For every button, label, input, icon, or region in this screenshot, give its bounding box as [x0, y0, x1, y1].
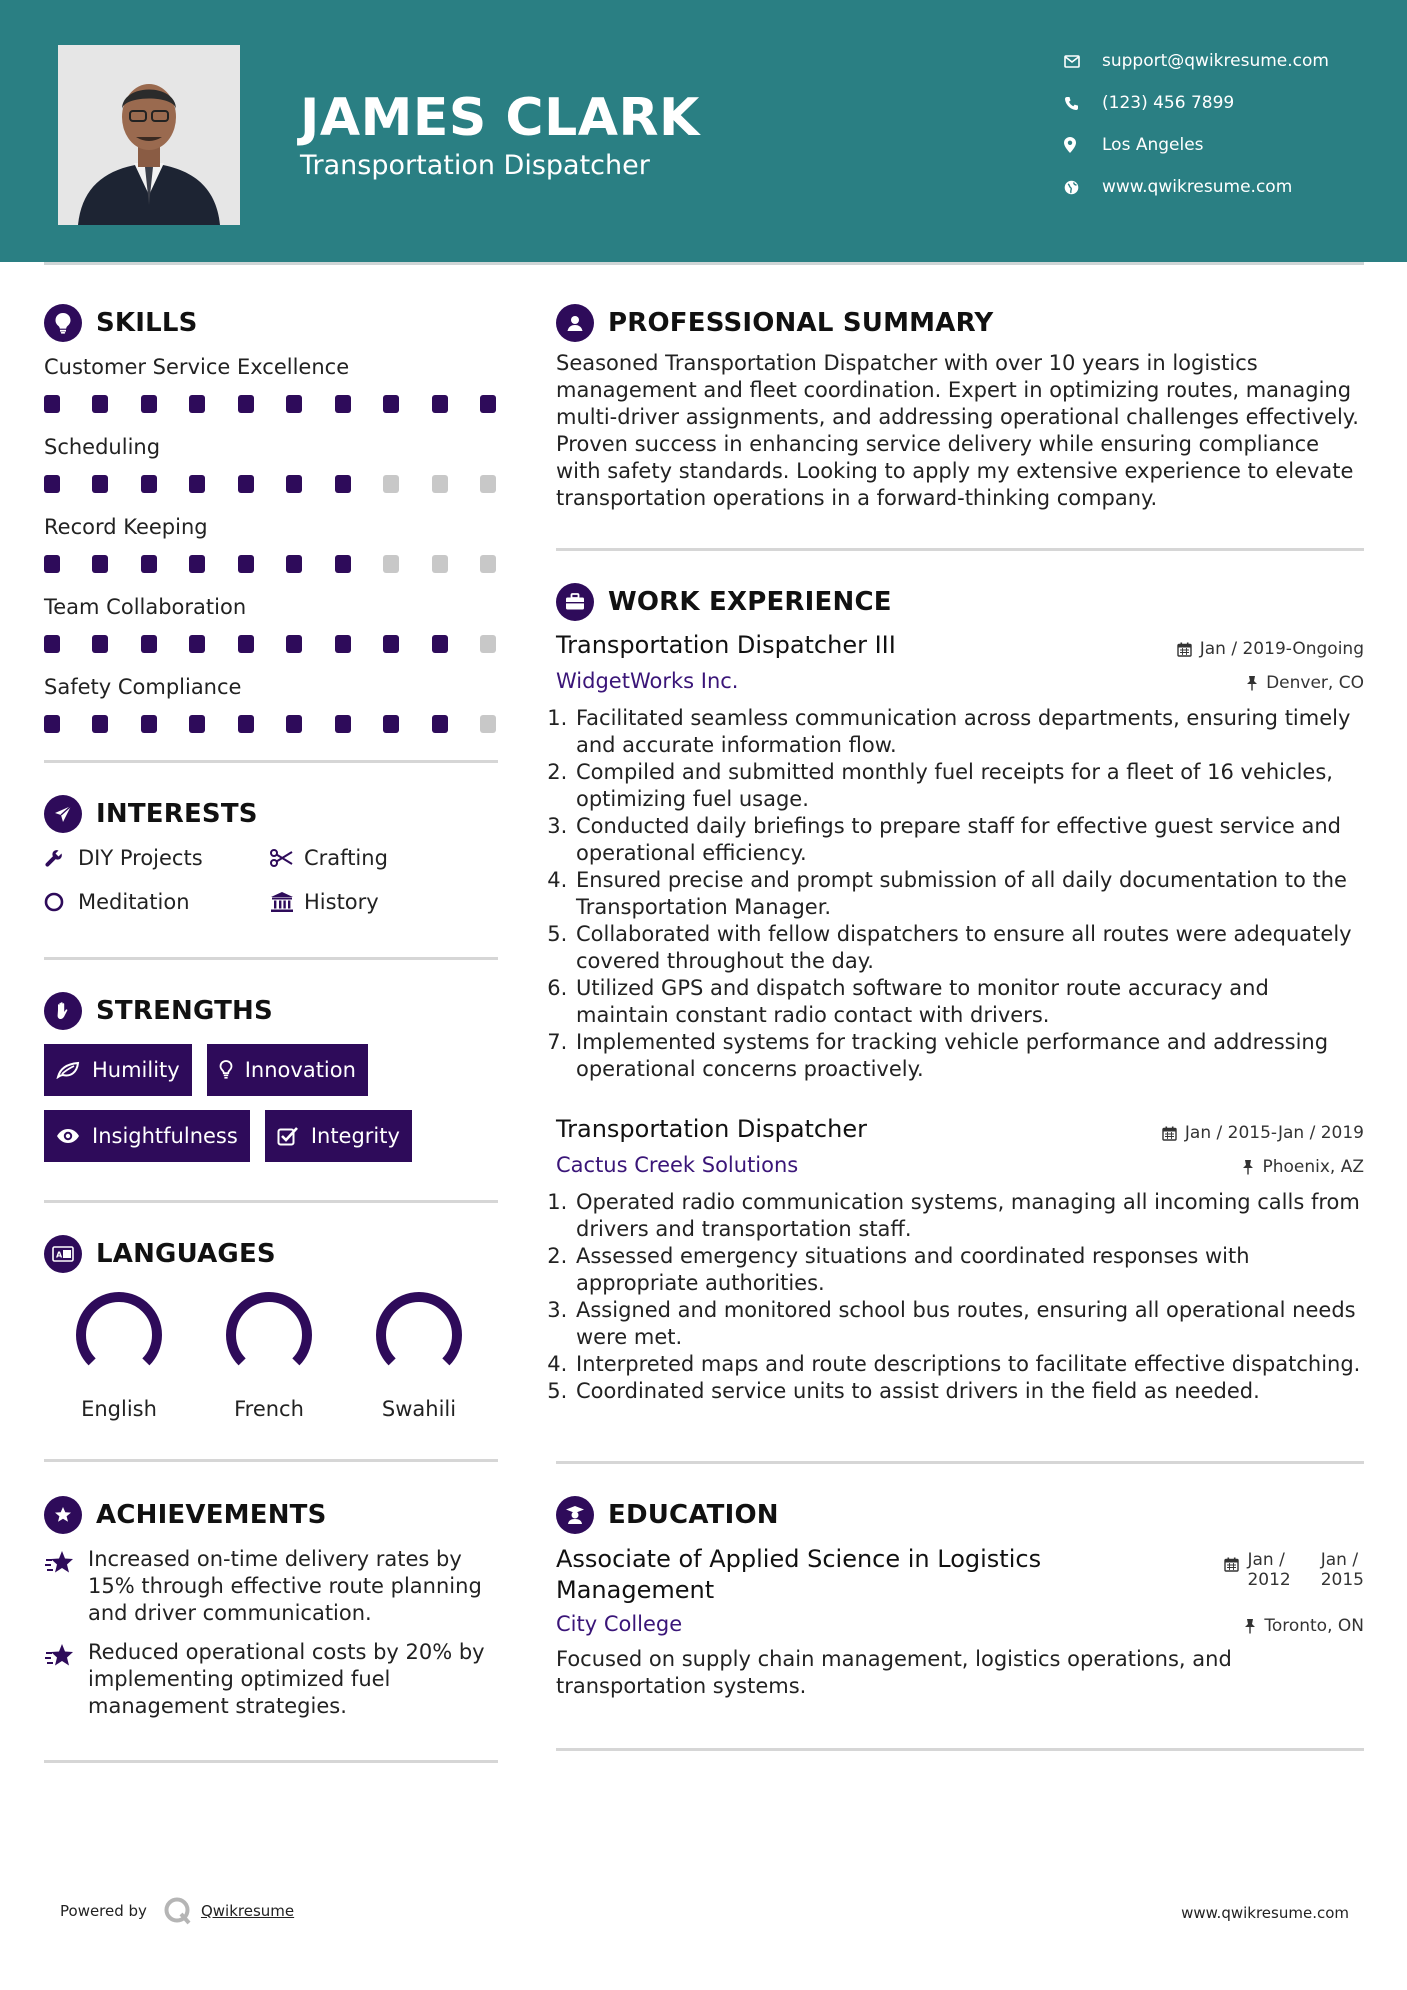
rating-dot-filled: [383, 395, 399, 413]
rating-dot-filled: [92, 395, 108, 413]
rating-dot-filled: [44, 555, 60, 573]
rating-dot-filled: [383, 635, 399, 653]
interests-title: INTERESTS: [96, 799, 258, 829]
rating-dot-empty: [383, 475, 399, 493]
pushpin-icon: [1246, 675, 1258, 691]
language-item: [344, 1289, 494, 1421]
pushpin-icon: [1244, 1618, 1256, 1634]
strengths-header: [44, 988, 498, 1034]
rating-dot-filled: [44, 395, 60, 413]
languages-section: [44, 1231, 498, 1421]
duty-item: 4. Ensured precise and prompt submission of all daily documentation to the Transportation Manager.: [574, 867, 1364, 921]
strength-label: Integrity: [310, 1124, 400, 1148]
education-start-year: 2012: [1247, 1570, 1291, 1590]
rating-dot-empty: [432, 475, 448, 493]
star-icon: [44, 1639, 88, 1720]
job-title-row: [556, 1115, 1364, 1143]
graduate-icon: [556, 1496, 594, 1534]
job-dates: [1162, 1123, 1364, 1143]
duty-item: 2. Compiled and submitted monthly fuel receipts for a fleet of 16 vehicles, optimizing fuel usage.: [574, 759, 1364, 813]
strengths-list: [44, 1044, 498, 1162]
rating-dot-filled: [189, 555, 205, 573]
rating-dot-empty: [480, 635, 496, 653]
summary-header: [556, 300, 1364, 346]
strength-label: Humility: [92, 1058, 180, 1082]
skills-list: [44, 352, 498, 746]
achievement-text: Reduced operational costs by 20% by implementing optimized fuel management strategies.: [88, 1640, 485, 1718]
skill-rating: [44, 622, 498, 666]
rating-dot-filled: [44, 635, 60, 653]
experience-section: [556, 579, 1364, 1405]
language-item: [44, 1289, 194, 1421]
hand-icon: [44, 992, 82, 1030]
interest-label: History: [304, 890, 379, 914]
interest-label: DIY Projects: [78, 846, 203, 870]
language-item: [194, 1289, 344, 1421]
skill-name: Customer Service Excellence: [44, 355, 350, 379]
contact-phone-text: (123) 456 7899: [1102, 93, 1235, 113]
skill-name: Record Keeping: [44, 515, 208, 539]
company-name: Cactus Creek Solutions: [556, 1153, 799, 1177]
contact-location-text: Los Angeles: [1102, 135, 1204, 155]
rating-dot-filled: [432, 635, 448, 653]
education-title: EDUCATION: [608, 1500, 779, 1530]
rating-dot-filled: [141, 635, 157, 653]
rating-dot-filled: [189, 475, 205, 493]
rating-dot-filled: [189, 715, 205, 733]
contact-website-text: www.qwikresume.com: [1102, 177, 1293, 197]
education-start: [1247, 1550, 1290, 1590]
job-location: [1246, 673, 1364, 693]
section-divider: [44, 957, 498, 960]
education-end: [1321, 1550, 1364, 1590]
rating-dot-filled: [189, 395, 205, 413]
rating-dot-filled: [432, 395, 448, 413]
job-entry: [556, 1115, 1364, 1405]
rating-dot-filled: [92, 555, 108, 573]
rating-dot-filled: [141, 395, 157, 413]
language-label: French: [234, 1397, 304, 1421]
section-divider: [44, 1459, 498, 1462]
location-pin-icon: [1064, 137, 1102, 153]
profile-photo: [58, 45, 240, 225]
education-end-month: Jan /: [1320, 1550, 1359, 1570]
section-divider: [556, 1748, 1364, 1751]
lightbulb-icon: [44, 304, 82, 342]
rating-dot-filled: [335, 395, 351, 413]
pushpin-icon: [1242, 1159, 1254, 1175]
rating-dot-filled: [238, 715, 254, 733]
strength-tag: [44, 1044, 192, 1096]
education-degree-row: [556, 1544, 1364, 1606]
summary-title: PROFESSIONAL SUMMARY: [608, 308, 994, 338]
rating-dot-filled: [238, 475, 254, 493]
duty-item: 3. Assigned and monitored school bus routes, ensuring all operational needs were met.: [574, 1297, 1364, 1351]
qwikresume-logo-icon: [163, 1896, 193, 1926]
rating-dot-filled: [286, 395, 302, 413]
rating-dot-filled: [335, 715, 351, 733]
education-dates: [1224, 1550, 1364, 1590]
rating-dot-filled: [44, 475, 60, 493]
footer-powered-by: [60, 1896, 294, 1926]
skill-name: Team Collaboration: [44, 595, 247, 619]
rating-dot-filled: [238, 635, 254, 653]
rating-dot-filled: [335, 475, 351, 493]
achievements-header: [44, 1492, 498, 1538]
right-column: [556, 300, 1364, 1751]
header-divider: [44, 262, 1364, 265]
skill-item: [44, 592, 498, 666]
envelope-icon: [1064, 55, 1102, 68]
rating-dot-filled: [286, 635, 302, 653]
rating-dot-filled: [189, 635, 205, 653]
rating-dot-filled: [238, 555, 254, 573]
duty-item: 2. Assessed emergency situations and coordinated responses with appropriate authorities.: [574, 1243, 1364, 1297]
strength-label: Insightfulness: [92, 1124, 238, 1148]
strength-tag: [44, 1110, 250, 1162]
eye-icon: [56, 1128, 80, 1144]
interests-section: [44, 791, 498, 917]
rating-dot-filled: [92, 715, 108, 733]
language-level-ring: [373, 1289, 465, 1381]
experience-header: [556, 579, 1364, 625]
rating-dot-filled: [480, 395, 496, 413]
achievement-text: Increased on-time delivery rates by 15% through effective route planning and driver communication.: [88, 1547, 482, 1625]
star-badge-icon: [44, 1496, 82, 1534]
language-level-arc: [81, 1297, 157, 1362]
language-level-arc: [231, 1297, 307, 1362]
star-icon: [44, 1546, 88, 1627]
strength-tag: [265, 1110, 412, 1162]
phone-icon: [1064, 96, 1102, 111]
powered-by-text: Powered by: [60, 1902, 147, 1920]
section-divider: [44, 760, 498, 763]
skill-item: [44, 512, 498, 586]
section-divider: [556, 1461, 1364, 1464]
rating-dot-filled: [335, 555, 351, 573]
job-location: [1242, 1157, 1364, 1177]
skill-rating: [44, 542, 498, 586]
rating-dot-empty: [480, 715, 496, 733]
rating-dot-empty: [480, 475, 496, 493]
rating-dot-filled: [238, 395, 254, 413]
skill-item: [44, 432, 498, 506]
company-name: WidgetWorks Inc.: [556, 669, 739, 693]
job-location-text: Denver, CO: [1266, 673, 1364, 693]
rating-dot-empty: [480, 555, 496, 573]
skills-header: [44, 300, 498, 346]
rating-dot-filled: [92, 475, 108, 493]
achievements-section: [44, 1492, 498, 1720]
skill-rating: [44, 382, 498, 426]
languages-title: LANGUAGES: [96, 1239, 276, 1269]
rating-dot-empty: [383, 555, 399, 573]
rating-dot-empty: [432, 555, 448, 573]
education-location-text: Toronto, ON: [1264, 1616, 1364, 1636]
interest-item: [270, 843, 496, 873]
globe-icon: [1064, 180, 1102, 195]
rating-dot-filled: [335, 635, 351, 653]
candidate-title: Transportation Dispatcher: [300, 150, 650, 181]
interest-item: [44, 887, 270, 917]
job-title-row: [556, 631, 1364, 659]
section-divider: [44, 1200, 498, 1203]
education-header: [556, 1492, 1364, 1538]
section-divider: [44, 1760, 498, 1763]
svg-text:A: A: [56, 1250, 63, 1260]
interest-label: Crafting: [304, 846, 388, 870]
rating-dot-filled: [141, 475, 157, 493]
job-company-row: [556, 669, 1364, 693]
education-section: [556, 1492, 1364, 1700]
rating-dot-filled: [286, 555, 302, 573]
language-level-ring: [73, 1289, 165, 1381]
duty-item: 1. Operated radio communication systems, managing all incoming calls from drivers and transportation staff.: [574, 1189, 1364, 1243]
paper-plane-icon: [44, 795, 82, 833]
skill-name: Scheduling: [44, 435, 161, 459]
achievement-item: [44, 1639, 498, 1720]
skill-item: [44, 352, 498, 426]
interests-list: [44, 843, 498, 917]
duty-item: 4. Interpreted maps and route descriptions to facilitate effective dispatching.: [574, 1351, 1364, 1378]
rating-dot-filled: [92, 635, 108, 653]
interest-label: Meditation: [78, 890, 190, 914]
language-label: English: [81, 1397, 157, 1421]
strengths-title: STRENGTHS: [96, 996, 273, 1026]
qwikresume-link[interactable]: Qwikresume: [200, 1902, 295, 1920]
duty-item: 6. Utilized GPS and dispatch software to monitor route accuracy and maintain constant radio contact with drivers.: [574, 975, 1364, 1029]
experience-title: WORK EXPERIENCE: [608, 587, 892, 617]
checkbox-icon: [277, 1126, 299, 1146]
job-title: Transportation Dispatcher: [556, 1115, 867, 1143]
job-duties: [556, 1189, 1364, 1405]
job-dates-text: Jan / 2019-Ongoing: [1199, 639, 1364, 659]
rating-dot-filled: [141, 715, 157, 733]
achievements-title: ACHIEVEMENTS: [96, 1500, 327, 1530]
strengths-section: [44, 988, 498, 1162]
contact-phone[interactable]: [1064, 82, 1384, 124]
strength-tag: [207, 1044, 368, 1096]
rating-dot-filled: [286, 475, 302, 493]
contact-website[interactable]: [1064, 166, 1384, 208]
resume-header: [0, 0, 1407, 262]
left-column: [44, 300, 498, 1763]
summary-text: Seasoned Transportation Dispatcher with over 10 years in logistics management and fleet coordination. Expert in optimizing routes, managing multi-driver assignments, and addressing operational challenges effectively. Proven success in enhancing service delivery while ensuring compliance with safety standards. Looking to apply my extensive experience to elevate transportation operations in a forward-thinking company.: [556, 351, 1359, 510]
education-description: Focused on supply chain management, logistics operations, and transportation systems.: [556, 1647, 1232, 1698]
skills-title: SKILLS: [96, 308, 198, 338]
skill-item: [44, 672, 498, 746]
job-entry: [556, 631, 1364, 1083]
rating-dot-filled: [44, 715, 60, 733]
job-company-row: [556, 1153, 1364, 1177]
rating-dot-filled: [286, 715, 302, 733]
job-duties: [556, 705, 1364, 1083]
job-location-text: Phoenix, AZ: [1262, 1157, 1364, 1177]
rating-dot-filled: [383, 715, 399, 733]
education-start-month: Jan /: [1247, 1550, 1285, 1570]
briefcase-icon: [556, 583, 594, 621]
job-dates-text: Jan / 2015-Jan / 2019: [1184, 1123, 1364, 1143]
strength-label: Innovation: [244, 1058, 356, 1082]
language-label: Swahili: [381, 1397, 457, 1421]
language-level-arc: [381, 1297, 457, 1362]
interest-item: [44, 843, 270, 873]
job-title: Transportation Dispatcher III: [556, 631, 896, 659]
summary-section: [556, 300, 1364, 512]
languages-header: [44, 1231, 498, 1277]
skill-name: Safety Compliance: [44, 675, 242, 699]
skill-rating: [44, 462, 498, 506]
contact-email[interactable]: [1064, 40, 1384, 82]
contact-location: [1064, 124, 1384, 166]
duty-item: 5. Coordinated service units to assist drivers in the field as needed.: [574, 1378, 1364, 1405]
education-school-row: [556, 1612, 1364, 1636]
languages-list: [44, 1289, 498, 1421]
duty-item: 7. Implemented systems for tracking vehicle performance and addressing operational concerns proactively.: [574, 1029, 1364, 1083]
interests-header: [44, 791, 498, 837]
achievement-item: [44, 1546, 498, 1627]
contact-list: [1064, 40, 1384, 208]
lightbulb-icon: [219, 1060, 233, 1080]
circle-icon: [44, 892, 78, 912]
section-divider: [556, 548, 1364, 551]
duty-item: 5. Collaborated with fellow dispatchers to ensure all routes were adequately covered throughout the day.: [574, 921, 1364, 975]
education-end-year: 2015: [1320, 1570, 1364, 1590]
user-icon: [556, 304, 594, 342]
contact-email-text: support@qwikresume.com: [1102, 51, 1329, 71]
rating-dot-filled: [432, 715, 448, 733]
candidate-name: JAMES CLARK: [300, 88, 700, 148]
calendar-icon: [1224, 1557, 1239, 1572]
interest-item: [270, 887, 496, 917]
wrench-icon: [44, 848, 78, 868]
degree-title: Associate of Applied Science in Logistics Management: [556, 1545, 1042, 1604]
skills-section: [44, 300, 498, 746]
calendar-icon: [1177, 642, 1192, 657]
museum-icon: [270, 891, 304, 913]
duty-item: 3. Conducted daily briefings to prepare staff for effective guest service and operational efficiency.: [574, 813, 1364, 867]
job-dates: [1177, 639, 1364, 659]
education-location: [1244, 1616, 1364, 1636]
duty-item: 1. Facilitated seamless communication across departments, ensuring timely and accurate information flow.: [574, 705, 1364, 759]
leaf-icon: [56, 1061, 80, 1079]
calendar-icon: [1162, 1126, 1177, 1141]
school-name: City College: [556, 1612, 683, 1636]
skill-rating: [44, 702, 498, 746]
footer-url[interactable]: www.qwikresume.com: [1181, 1904, 1349, 1922]
scissors-icon: [270, 849, 304, 867]
language-level-ring: [223, 1289, 315, 1381]
language-icon: [44, 1235, 82, 1273]
rating-dot-filled: [141, 555, 157, 573]
